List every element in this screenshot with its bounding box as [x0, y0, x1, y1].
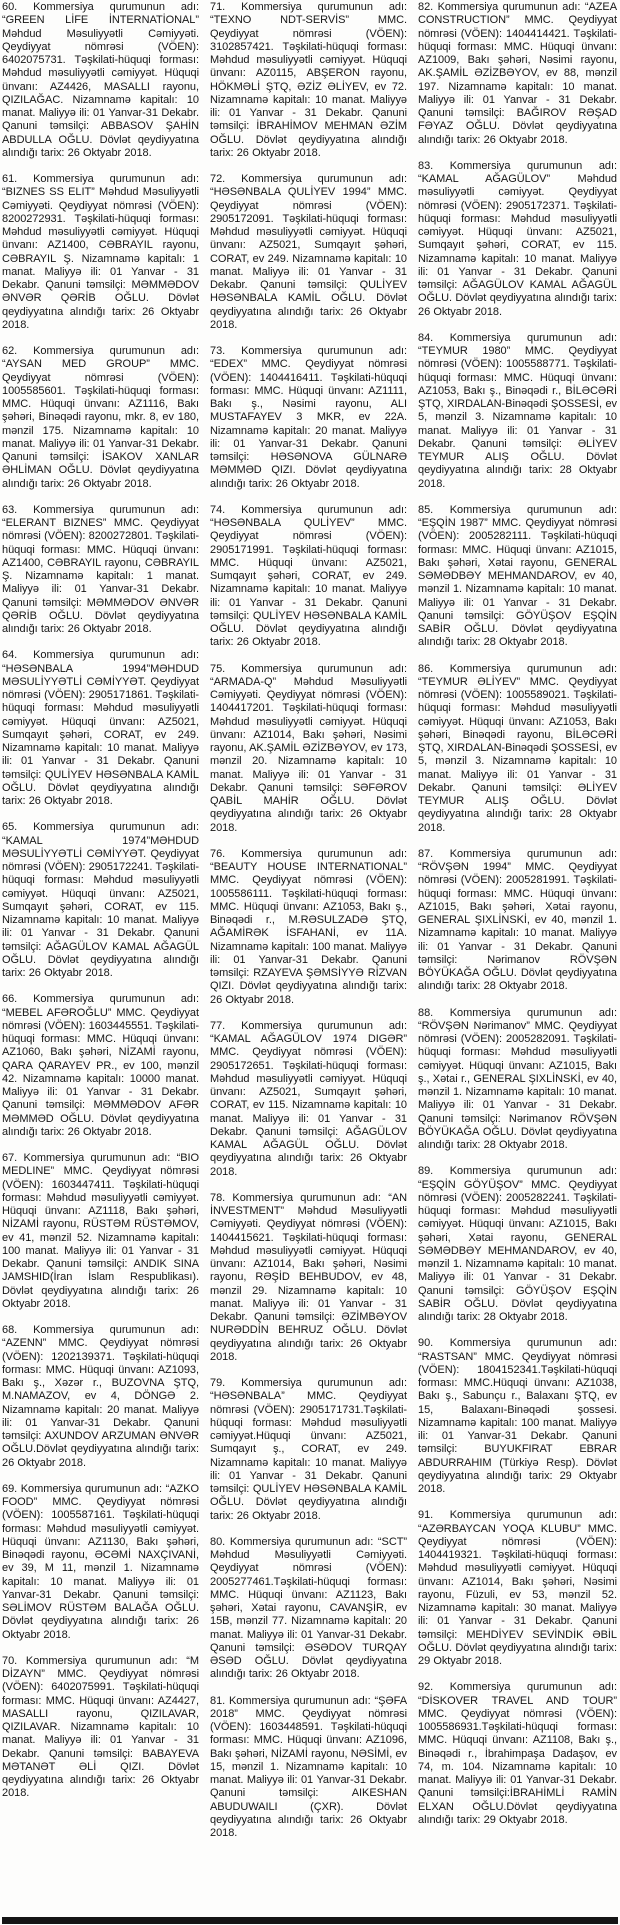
registry-entry: 80. Kommersiya qurumunun adı: “SCT” Məhdud Məsuliyyətli Cəmiyyəti. Qeydiyyat nömrəsi (VÖEN): 2005277461.Təşkilati-hüquqi forması: MMC. Hüquqi ünvanı: AZ1123, Bakı şəhəri, Xətai rayonu, CAVANŞİR, ev 15B, mənzil 77. Nizamnamə kapitalı: 20 manat. Maliyyə ili: 01 Yanvar-31 Dekabr. Qanuni təmsilçi: ƏSƏDOV TURQAY ƏSƏD OĞLU. Dövlət qeydiyyatına alındığı tarix: 26 Oktyabr 2018.	[210, 1535, 407, 1681]
registry-entry: 64. Kommersiya qurumunun adı: “HƏSƏNBALA 1994”MƏHDUD MƏSULİYYƏTLİ CƏMİYYƏT. Qeydiyyat nömrəsi (VÖEN): 2905171861. Təşkilati-hüquqi forması: Məhdud məsuliyyətli cəmiyyət. Hüquqi ünvanı: AZ5021, Sumqayıt şəhəri, CORAT, ev 249. Nizamnamə kapitalı: 10 manat. Maliyyə ili: 01 Yanvar - 31 Dekabr. Qanuni təmsilçi: QULİYEV HƏSƏNBALA KAMİL OĞLU. Dövlət qeydiyyatına alındığı tarix: 26 Oktyabr 2018.	[2, 649, 199, 807]
registry-entry: 73. Kommersiya qurumunun adı: “EDEX” MMC. Qeydiyyat nömrəsi (VÖEN): 1404416411. Təşkilati-hüquqi forması: MMC. Hüquqi ünvanı: AZ1111, Bakı ş., Nəsimi rayonu, ALI MUSTAFAYEV 3 MKR, ev 22A. Nizamnamə kapitalı: 20 manat. Maliyyə ili: 01 Yanvar-31 Dekabr. Qanuni təmsilçi: HƏSƏNOVA GÜLNARƏ MƏMMƏD QIZI. Dövlət qeydiyyatına alındığı tarix: 26 Oktyabr 2018.	[210, 345, 407, 490]
registry-entry: 68. Kommersiya qurumunun adı: “AZENN” MMC. Qeydiyyat nömrəsi (VÖEN): 1202139371. Təşkilati-hüquqi forması: MMC. Hüquqi ünvanı: AZ1093, Bakı ş., Xəzər r., BUZOVNA ŞTQ, M.NAMAZOV, ev 4, DÖNGƏ 2. Nizamnamə kapitalı: 20 manat. Maliyyə ili: 01 Yanvar-31 Dekabr. Qanuni təmsilçi: AXUNDOV ARZUMAN ƏNVƏR OĞLU.Dövlət qeydiyyatına alındığı tarix: 26 Oktyabr 2018.	[2, 1324, 199, 1469]
column-1	[2, 1, 199, 1853]
registry-entry: 92. Kommersiya qurumunun adı: “DİSKOVER TRAVEL AND TOUR” MMC. Qeydiyyat nömrəsi (VÖEN): 1005586931.Təşkilati-hüquqi forması: MMC. Hüquqi ünvanı: AZ1108, Bakı ş., Binəqədi r., İbrahimpaşa Dadaşov, ev 74, m. 104. Nizamnamə kapitalı: 10 manat. Maliyyə ili: 01 Yanvar-31 Dekabr. Qanuni təmsilçi:İBRAHİMLİ RAMİN ELXAN OĞLU.Dövlət qeydiyyatına alındığı tarix: 29 Oktyabr 2018.	[418, 1681, 617, 1826]
registry-entry: 83. Kommersiya qurumunun adı: “KAMAL AĞAGÜLOV” Məhdud məsuliyyətli cəmiyyət. Qeydiyyat nömrəsi (VÖEN): 2905172371. Təşkilati-hüquqi forması: Məhdud məsuliyyətli cəmiyyət. Hüquqi ünvanı: AZ5021, Sumqayıt şəhəri, CORAT, ev 115. Nizamnamə kapitalı: 10 manat. Maliyyə ili: 01 Yanvar - 31 Dekabr. Qanuni təmsilçi: AĞAGÜLOV KAMAL AĞAGÜL OĞLU. Dövlət qeydiyyatına alındığı tarix: 26 Oktyabr 2018.	[418, 159, 617, 318]
registry-entry: 76. Kommersiya qurumunun adı: “BEAUTY HOUSE INTERNATIONAL” MMC. Qeydiyyat nömrəsi (VÖEN): 1005586111. Təşkilati-hüquqi forması: MMC. Hüquqi ünvanı: AZ1053, Bakı ş., Binəqədi r., M.RƏSULZADƏ ŞTQ, AĞAMİRƏK İSFAHANİ, ev 11A. Nizamnamə kapitalı: 100 manat. Maliyyə ili: 01 Yanvar-31 Dekabr. Qanuni təmsilçi: RZAYEVA ŞƏMSİYYƏ RİZVAN QIZI. Dövlət qeydiyyatına alındığı tarix: 26 Oktyabr 2018.	[210, 847, 407, 1006]
registry-entry: 88. Kommersiya qurumunun adı: “RÖVŞƏN Nərimanov” MMC. Qeydiyyat nömrəsi (VÖEN): 2005282091. Təşkilati-hüquqi forması: Məhdud məsuliyyətli cəmiyyət. Hüquqi ünvanı: AZ1015, Bakı ş., Xətai r., GENERAL ŞIXLİNSKİ, ev 40, mənzil 1. Nizamnamə kapitalı: 10 manat. Maliyyə ili: 01 Yanvar - 31 Dekabr. Qanuni təmsilçi: Nərimanov RÖVŞƏN BÖYÜKAĞA OĞLU. Dövlət qeydiyyatına alındığı tarix: 28 Oktyabr 2018.	[418, 1006, 617, 1151]
registry-entry: 78. Kommersiya qurumunun adı: “AN İNVESTMENT” Məhdud Məsuliyyətli Cəmiyyəti. Qeydiyyat nömrəsi (VÖEN): 1404415621. Təşkilati-hüquqi forması: Məhdud məsuliyyətli cəmiyyət. Hüquqi ünvanı: AZ1014, Bakı şəhəri, Nəsimi rayonu, RƏŞİD BEHBUDOV, ev 48, mənzil 29. Nizamnamə kapitalı: 10 manat. Maliyyə ili: 01 Yanvar - 31 Dekabr. Qanuni təmsilçi: ƏZİMBƏYOV NURƏDDİN BEHRUZ OĞLU. Dövlət qeydiyyatına alındığı tarix: 26 Oktyabr 2018.	[210, 1191, 407, 1363]
registry-entry: 74. Kommersiya qurumunun adı: “HƏSƏNBALA QULİYEV” MMC. Qeydiyyat nömrəsi (VÖEN): 2905171991. Təşkilati-hüquqi forması: MMC. Hüquqi ünvanı: AZ5021, Sumqayıt şəhəri, CORAT, ev 249. Nizamnamə kapitalı: 10 manat. Maliyyə ili: 01 Yanvar - 31 Dekabr. Qanuni təmsilçi: QULİYEV HƏSƏNBALA KAMİL OĞLU. Dövlət qeydiyyatına alındığı tarix: 26 Oktyabr 2018.	[210, 503, 407, 649]
registry-entry: 61. Kommersiya qurumunun adı: “BIZNES SS ELIT” Məhdud Məsuliyyətli Cəmiyyəti. Qeydiyyat nömrəsi (VÖEN): 8200272931. Təşkilati-hüquqi forması: Məhdud məsuliyyətli cəmiyyət. Hüquqi ünvanı: AZ1400, CƏBRAYIL rayonu, CƏBRAYIL Ş. Nizamnamə kapitalı: 1 manat. Maliyyə ili: 01 Yanvar - 31 Dekabr. Qanuni təmsilçi: MƏMMƏDOV ƏNVƏR QƏRİB OĞLU. Dövlət qeydiyyatına alındığı tarix: 26 Oktyabr 2018.	[2, 173, 199, 331]
registry-entry: 71. Kommersiya qurumunun adı: “TEXNO NDT-SERVİS” MMC. Qeydiyyat nömrəsi (VÖEN): 3102857421. Təşkilati-hüquqi forması: Məhdud məsuliyyətli cəmiyyət. Hüquqi ünvanı: AZ0115, ABŞERON rayonu, HÖKMƏLİ ŞTQ, ƏZİZ ƏLİYEV, ev 72. Nizamnamə kapitalı: 10 manat. Maliyyə ili: 01 Yanvar - 31 Dekabr. Qanuni təmsilçi: İBRAHİMOV MEHMAN ƏZİM OĞLU. Dövlət qeydiyyatına alındığı tarix: 26 Oktyabr 2018.	[210, 1, 407, 159]
column-2	[210, 1, 407, 1853]
registry-entry: 77. Kommersiya qurumunun adı: “KAMAL AĞAGÜLOV 1974 DIGƏR” MMC. Qeydiyyat nömrəsi (VÖEN): 2905172651. Təşkilati-hüquqi forması: Məhdud məsuliyyətli cəmiyyət. Hüquqi ünvanı: AZ5021, Sumqayıt şəhəri, CORAT, ev 115. Nizamnamə kapitalı: 10 manat. Maliyyə ili: 01 Yanvar - 31 Dekabr. Qanuni təmsilçi: AĞAGÜLOV KAMAL AĞAGÜL OĞLU. Dövlət qeydiyyatına alındığı tarix: 26 Oktyabr 2018.	[210, 1019, 407, 1178]
registry-entry: 84. Kommersiya qurumunun adı: “TEYMUR 1980” MMC. Qeydiyyat nömrəsi (VÖEN): 1005588771. Təşkilati-hüquqi forması: MMC. Hüquqi ünvanı: AZ1053, Bakı ş., Binəqədi r., BİLƏCƏRİ ŞTQ, XIRDALAN-Binəqədi ŞOSSESİ, ev 5, mənzil 3. Nizamnamə kapitalı: 10 manat. Maliyyə ili: 01 Yanvar - 31 Dekabr. Qanuni təmsilçi: ƏLİYEV TEYMUR ALIŞ OĞLU. Dövlət qeydiyyatına alındığı tarix: 28 Oktyabr 2018.	[418, 331, 617, 490]
registry-entry: 63. Kommersiya qurumunun adı: “ELERANT BIZNES” MMC. Qeydiyyat nömrəsi (VÖEN): 8200272801. Təşkilati-hüquqi forması: MMC. Hüquqi ünvanı: AZ1400, CƏBRAYIL rayonu, CƏBRAYIL Ş. Nizamnamə kapitalı: 1 manat. Maliyyə ili: 01 Yanvar-31 Dekabr. Qanuni təmsilçi: MƏMMƏDOV ƏNVƏR QƏRİB OĞLU. Dövlət qeydiyyatına alındığı tarix: 26 Oktyabr 2018.	[2, 503, 199, 635]
registry-entry: 72. Kommersiya qurumunun adı: “HƏSƏNBALA QULİYEV 1994” MMC. Qeydiyyat nömrəsi (VÖEN): 2905172091. Təşkilati-hüquqi forması: Məhdud məsuliyyətli cəmiyyət. Hüquqi ünvanı: AZ5021, Sumqayıt şəhəri, CORAT, ev 249. Nizamnamə kapitalı: 10 manat. Maliyyə ili: 01 Yanvar - 31 Dekabr. Qanuni təmsilçi: QULİYEV HƏSƏNBALA KAMİL OĞLU. Dövlət qeydiyyatına alındığı tarix: 26 Oktyabr 2018.	[210, 173, 407, 331]
page-bottom-rule	[2, 1917, 618, 1924]
registry-columns	[2, 1, 617, 1853]
registry-entry: 70. Kommersiya qurumunun adı: “M DİZAYN” MMC. Qeydiyyat nömrəsi (VÖEN): 6402075991. Təşkilati-hüquqi forması: MMC. Hüquqi ünvanı: AZ4427, MASALLI rayonu, QIZILAVAR, QIZILAVAR. Nizamnamə kapitalı: 10 manat. Maliyyə ili: 01 Yanvar - 31 Dekabr. Qanuni təmsilçi: BABAYEVA MƏTANƏT ƏLİ QIZI. Dövlət qeydiyyatına alındığı tarix: 26 Oktyabr 2018.	[2, 1654, 199, 1800]
column-3	[418, 1, 617, 1853]
registry-entry: 69. Kommersiya qurumunun adı: “AZKO FOOD” MMC. Qeydiyyat nömrəsi (VÖEN): 1005587161. Təşkilati-hüquqi forması: Məhdud məsuliyyətli cəmiyyət. Hüquqi ünvanı: AZ1130, Bakı şəhəri, Binəqədi rayonu, ƏCƏMİ NAXÇIVANİ, ev 39, M 11, mənzil 1. Nizamnamə kapitalı: 10 manat. Maliyyə ili: 01 Yanvar-31 Dekabr. Qanuni təmsilçi: SƏLİMOV RÜSTƏM BALAĞA OĞLU. Dövlət qeydiyyatına alındığı tarix: 26 Oktyabr 2018.	[2, 1482, 199, 1641]
registry-entry: 85. Kommersiya qurumunun adı: “EŞQİN 1987” MMC. Qeydiyyat nömrəsi (VÖEN): 2005282111. Təşkilati-hüquqi forması: MMC. Hüquqi ünvanı: AZ1015, Bakı şəhəri, Xətai rayonu, GENERAL SƏMƏDBƏY MEHMANDAROV, ev 40, mənzil 1. Nizamnamə kapitalı: 10 manat. Maliyyə ili: 01 Yanvar - 31 Dekabr. Qanuni təmsilçi: GÖYÜŞOV EŞQİN SABİR OĞLU. Dövlət qeydiyyatına alındığı tarix: 28 Oktyabr 2018.	[418, 503, 617, 649]
registry-entry: 86. Kommersiya qurumunun adı: “TEYMUR ƏLİYEV” MMC. Qeydiyyat nömrəsi (VÖEN): 1005589021. Təşkilati-hüquqi forması: Məhdud məsuliyyətli cəmiyyət. Hüquqi ünvanı: AZ1053, Bakı şəhəri, Binəqədi rayonu, BİLƏCƏRİ ŞTQ, XIRDALAN-Binəqədi ŞOSSESİ, ev 5, mənzil 3. Nizamnamə kapitalı: 10 manat. Maliyyə ili: 01 Yanvar - 31 Dekabr. Qanuni təmsilçi: ƏLİYEV TEYMUR ALIŞ OĞLU. Dövlət qeydiyyatına alındığı tarix: 28 Oktyabr 2018.	[418, 662, 617, 834]
registry-entry: 91. Kommersiya qurumunun adı: “AZƏRBAYCAN YOQA KLUBU” MMC. Qeydiyyat nömrəsi (VÖEN): 1404419321. Təşkilati-hüquqi forması: Məhdud məsuliyyətli cəmiyyət. Hüquqi ünvanı: AZ1014, Bakı şəhəri, Nəsimi rayonu, Füzuli, ev 53, mənzil 52. Nizamnamə kapitalı: 30 manat. Maliyyə ili: 01 Yanvar - 31 Dekabr. Qanuni təmsilçi: MEHDİYEV SEVİNDİK ƏBİL OĞLU. Dövlət qeydiyyatına alındığı tarix: 29 Oktyabr 2018.	[418, 1509, 617, 1667]
registry-entry: 75. Kommersiya qurumunun adı: “ARMADA-Q” Məhdud Məsuliyyətli Cəmiyyəti. Qeydiyyat nömrəsi (VÖEN): 1404417201. Təşkilati-hüquqi forması: Məhdud məsuliyyətli cəmiyyət. Hüquqi ünvanı: AZ1014, Bakı şəhəri, Nəsimi rayonu, AK.ŞAMİL ƏZİZBƏYOV, ev 173, mənzil 20. Nizamnamə kapitalı: 10 manat. Maliyyə ili: 01 Yanvar - 31 Dekabr. Qanuni təmsilçi: SƏFƏROV QABİL MAHİR OĞLU. Dövlət qeydiyyatına alındığı tarix: 26 Oktyabr 2018.	[210, 662, 407, 834]
registry-entry: 60. Kommersiya qurumunun adı: “GREEN LİFE İNTERNATİONAL” Məhdud Məsuliyyətli Cəmiyyəti. Qeydiyyat nömrəsi (VÖEN): 6402075731. Təşkilati-hüquqi forması: Məhdud məsuliyyətli cəmiyyət. Hüquqi ünvanı: AZ4426, MASALLI rayonu, QIZILAĞAC. Nizamnamə kapitalı: 10 manat. Maliyyə ili: 01 Yanvar-31 Dekabr. Qanuni təmsilçi: ABBASOV ŞAHİN ABDULLA OĞLU. Dövlət qeydiyyatına alındığı tarix: 26 Oktyabr 2018.	[2, 1, 199, 159]
registry-entry: 67. Kommersiya qurumunun adı: “BIO MEDLINE” MMC. Qeydiyyat nömrəsi (VÖEN): 1603447411. Təşkilati-hüquqi forması: Məhdud məsuliyyətli cəmiyyət. Hüquqi ünvanı: AZ1118, Bakı şəhəri, NİZAMİ rayonu, RÜSTƏM RÜSTƏMOV, ev 41, mənzil 52. Nizamnamə kapitalı: 100 manat. Maliyyə ili: 01 Yanvar - 31 Dekabr. Qanuni təmsilçi: ANDIK SINA JAMSHID(İran İslam Respublikası). Dövlət qeydiyyatına alındığı tarix: 26 Oktyabr 2018.	[2, 1152, 199, 1310]
registry-entry: 62. Kommersiya qurumunun adı: “AYSAN MED GROUP” MMC. Qeydiyyat nömrəsi (VÖEN): 1005585601. Təşkilati-hüquqi forması: MMC. Hüquqi ünvanı: AZ1116, Bakı şəhəri, Binəqədi rayonu, mkr. 8, ev 180, mənzil 175. Nizamnamə kapitalı: 10 manat. Maliyyə ili: 01 Yanvar-31 Dekabr. Qanuni təmsilçi: İSAKOV XANLAR ƏHLİMAN OĞLU. Dövlət qeydiyyatına alındığı tarix: 26 Oktyabr 2018.	[2, 345, 199, 490]
registry-entry: 82. Kommersiya qurumunun adı: “AZEA CONSTRUCTION” MMC. Qeydiyyat nömrəsi (VÖEN): 1404414421. Təşkilati-hüquqi forması: MMC. Hüquqi ünvanı: AZ1009, Bakı şəhəri, Nəsimi rayonu, AK.ŞAMİL ƏZİZBƏYOV, ev 88, mənzil 197. Nizamnamə kapitalı: 10 manat. Maliyyə ili: 01 Yanvar - 31 Dekabr. Qanuni təmsilçi: BAĞIROV RƏŞAD FƏYAZ OĞLU. Dövlət qeydiyyatına alındığı tarix: 26 Oktyabr 2018.	[418, 1, 617, 146]
registry-entry: 89. Kommersiya qurumunun adı: “EŞQİN GÖYÜŞOV” MMC. Qeydiyyat nömrəsi (VÖEN): 2005282241. Təşkilati-hüquqi forması: Məhdud məsuliyyətli cəmiyyət. Hüquqi ünvanı: AZ1015, Bakı şəhəri, Xətai rayonu, GENERAL SƏMƏDBƏY MEHMANDAROV, ev 40, mənzil 1. Nizamnamə kapitalı: 10 manat. Maliyyə ili: 01 Yanvar - 31 Dekabr. Qanuni təmsilçi: GÖYÜŞOV EŞQİN SABİR OĞLU. Dövlət qeydiyyatına alındığı tarix: 28 Oktyabr 2018.	[418, 1165, 617, 1323]
registry-entry: 87. Kommersiya qurumunun adı: “RÖVŞƏN 1994” MMC. Qeydiyyat nömrəsi (VÖEN): 2005281991. Təşkilati-hüquqi forması: MMC. Hüquqi ünvanı: AZ1015, Bakı şəhəri, Xətai rayonu, GENERAL ŞIXLİNSKİ, ev 40, mənzil 1. Nizamnamə kapitalı: 10 manat. Maliyyə ili: 01 Yanvar - 31 Dekabr. Qanuni təmsilçi: Nərimanov RÖVŞƏN BÖYÜKAĞA OĞLU. Dövlət qeydiyyatına alındığı tarix: 28 Oktyabr 2018.	[418, 847, 617, 993]
registry-entry: 79. Kommersiya qurumunun adı: “HƏSƏNBALA” MMC. Qeydiyyat nömrəsi (VÖEN): 2905171731.Təşkilati-hüquqi forması: Məhdud məsuliyyətli cəmiyyət.Hüquqi ünvanı: AZ5021, Sumqayıt ş., CORAT, ev 249. Nizamnamə kapitalı: 10 manat. Maliyyə ili: 01 Yanvar - 31 Dekabr. Qanuni təmsilçi: QULİYEV HƏSƏNBALA KAMİL OĞLU. Dövlət qeydiyyatına alındığı tarix: 26 Oktyabr 2018.	[210, 1377, 407, 1522]
registry-entry: 65. Kommersiya qurumunun adı: “KAMAL 1974”MƏHDUD MƏSULİYYƏTLİ CƏMİYYƏT. Qeydiyyat nömrəsi (VÖEN): 2905172241. Təşkilati-hüquqi forması: Məhdud məsuliyyətli cəmiyyət. Hüquqi ünvanı: AZ5021, Sumqayıt şəhəri, CORAT, ev 115. Nizamnamə kapitalı: 10 manat. Maliyyə ili: 01 Yanvar - 31 Dekabr. Qanuni təmsilçi: AĞAGÜLOV KAMAL AĞAGÜL OĞLU. Dövlət qeydiyyatına alındığı tarix: 26 Oktyabr 2018.	[2, 821, 199, 979]
registry-entry: 66. Kommersiya qurumunun adı: “MEBEL AFƏROĞLU” MMC. Qeydiyyat nömrəsi (VÖEN): 1603445551. Təşkilati-hüquqi forması: MMC. Hüquqi ünvanı: AZ1060, Bakı şəhəri, NİZAMİ rayonu, QARA QARAYEV PR., ev 100, mənzil 42. Nizamnamə kapitalı: 10000 manat. Maliyyə ili: 01 Yanvar - 31 Dekabr. Qanuni təmsilçi: MƏMMƏDOV AFƏR MƏMMƏD OĞLU. Dövlət qeydiyyatına alındığı tarix: 26 Oktyabr 2018.	[2, 993, 199, 1138]
registry-entry: 90. Kommersiya qurumunun adı: “RASTSAN” MMC. Qeydiyyat nömrəsi (VÖEN): 1804152341.Təşkilati-hüquqi forması: MMC.Hüquqi ünvanı: AZ1038, Bakı ş., Sabunçu r., Balaxanı ŞTQ, ev 15, Balaxanı-Binəqədi şossesi. Nizamnamə kapitalı: 100 manat. Maliyyə ili: 01 Yanvar-31 Dekabr. Qanuni təmsilçi: BUYUKFIRAT EBRAR ABDURRAHIM (Türkiyə Resp). Dövlət qeydiyyatına alındığı tarix: 29 Oktyabr 2018.	[418, 1337, 617, 1495]
registry-entry: 81. Kommersiya qurumunun adı: “ŞƏFA 2018” MMC. Qeydiyyat nömrəsi (VÖEN): 1603448591. Təşkilati-hüquqi forması: MMC. Hüquqi ünvanı: AZ1096, Bakı şəhəri, NİZAMİ rayonu, NƏSİMİ, ev 15, mənzil 1. Nizamnamə kapitalı: 10 manat. Maliyyə ili: 01 Yanvar-31 Dekabr. Qanuni təmsilçi: AIKESHAN ABUDUWAILI (ÇXR). Dövlət qeydiyyatına alındığı tarix: 26 Oktyabr 2018.	[210, 1694, 407, 1839]
